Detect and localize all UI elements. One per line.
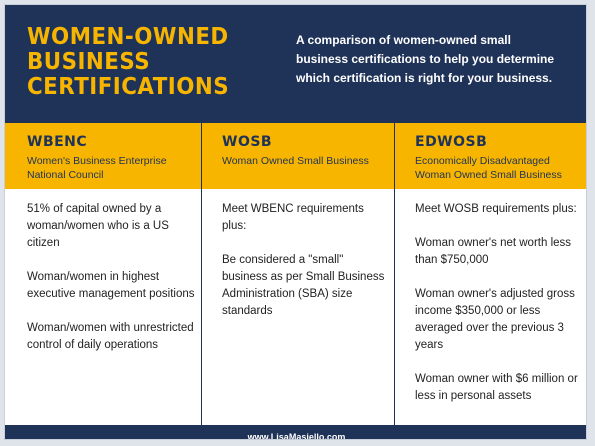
requirement-item: Be considered a "small" business as per Small Business Administration (SBA) size standards bbox=[222, 254, 385, 317]
page-subtitle: A comparison of women-owned small business certifications to help you determine which certification is right for your business. bbox=[296, 33, 555, 85]
column-code: WOSB bbox=[222, 134, 273, 150]
title-line-1: WOMEN-OWNED bbox=[27, 24, 229, 50]
requirements-list bbox=[222, 201, 387, 337]
requirement-item: Woman owner's net worth less than $750,000 bbox=[415, 237, 572, 266]
footer-url[interactable]: www.LisaMasiello.com bbox=[247, 432, 346, 440]
column-edwosb bbox=[394, 123, 587, 425]
requirement-item: Meet WBENC requirements plus: bbox=[222, 203, 364, 232]
column-full-name: Economically Disadvantaged Woman Owned Small Business bbox=[415, 155, 562, 181]
requirement-item: Woman owner's adjusted gross income $350,000 or less averaged over the previous 3 years bbox=[415, 288, 575, 351]
requirement-item: 51% of capital owned by a woman/women who is a US citizen bbox=[27, 203, 169, 249]
column-code: EDWOSB bbox=[415, 134, 488, 150]
column-full-name: Women's Business Enterprise National Council bbox=[27, 155, 167, 181]
requirement-item: Woman owner with $6 million or less in personal assets bbox=[415, 373, 578, 402]
header-banner bbox=[5, 5, 587, 123]
title-line-3: CERTIFICATIONS bbox=[27, 74, 230, 100]
page-title bbox=[27, 25, 260, 100]
title-line-2: BUSINESS bbox=[27, 49, 151, 75]
column-full-name: Woman Owned Small Business bbox=[222, 155, 369, 167]
footer-bar bbox=[5, 425, 587, 440]
column-wosb bbox=[201, 123, 394, 425]
requirement-item: Woman/women with unrestricted control of daily operations bbox=[27, 322, 194, 351]
infographic-card bbox=[4, 4, 587, 440]
column-wbenc bbox=[5, 123, 201, 425]
requirement-item: Woman/women in highest executive management positions bbox=[27, 271, 195, 300]
requirements-list bbox=[415, 201, 580, 422]
requirements-list bbox=[27, 201, 195, 371]
column-code: WBENC bbox=[27, 134, 88, 150]
requirement-item: Meet WOSB requirements plus: bbox=[415, 203, 577, 215]
